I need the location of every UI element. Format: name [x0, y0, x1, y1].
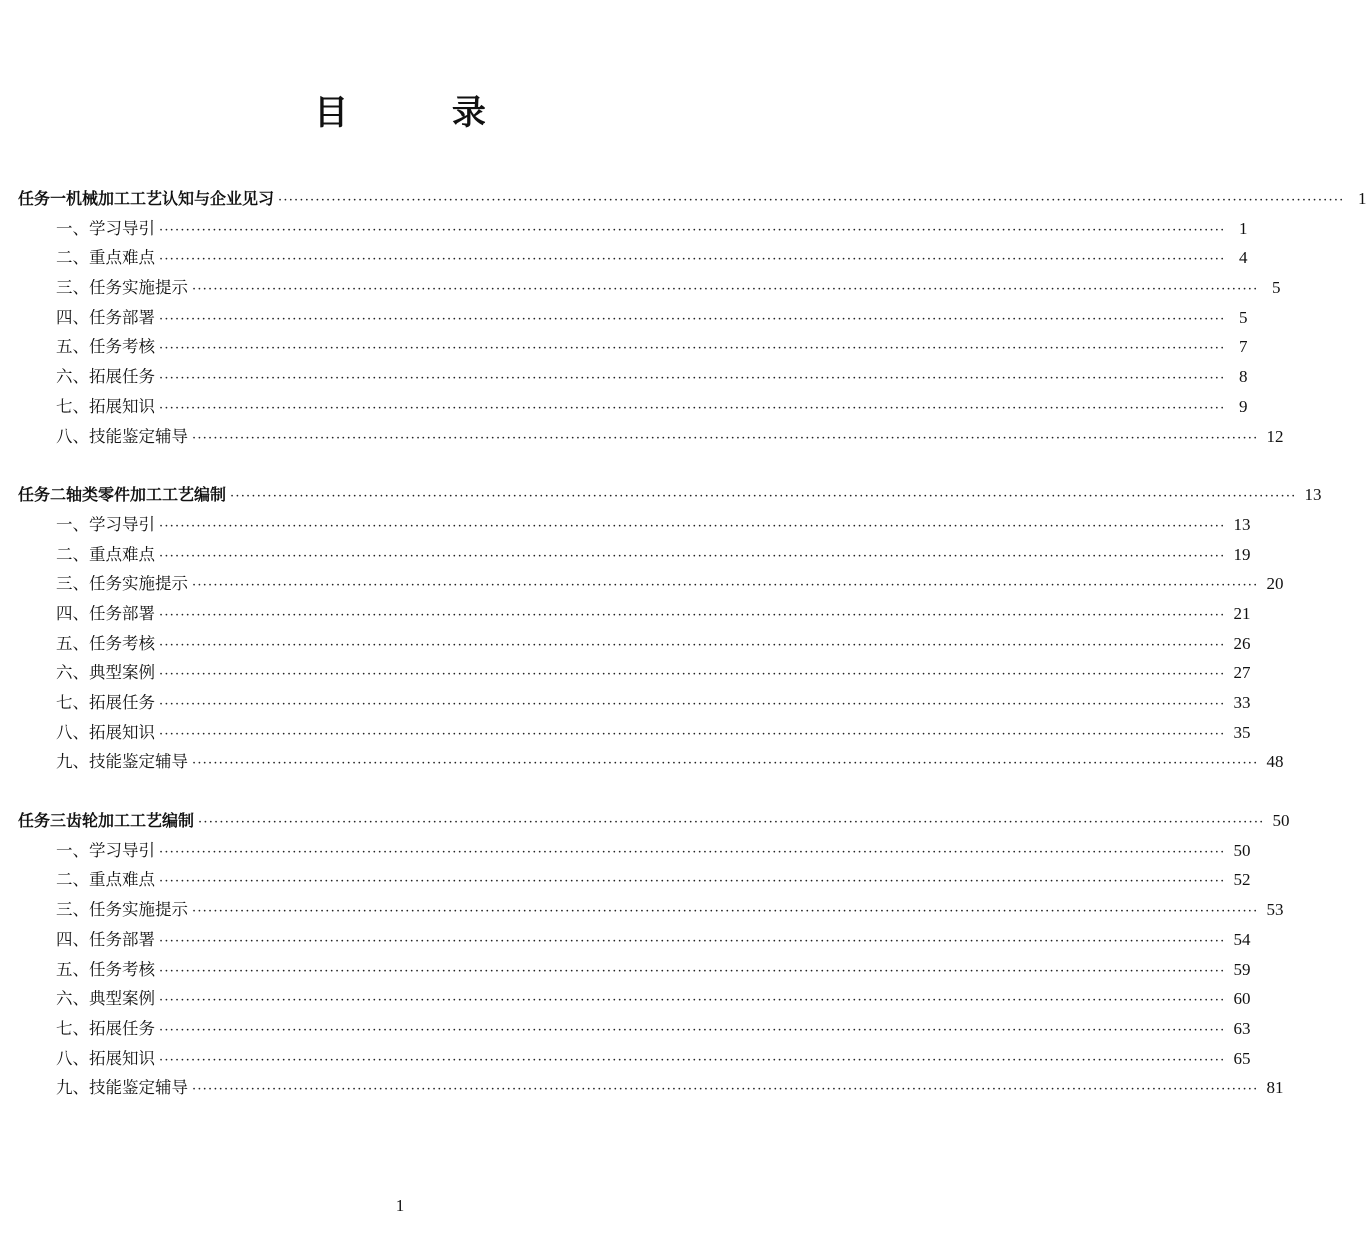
toc-item[interactable]	[18, 629, 1251, 659]
toc-item[interactable]	[18, 599, 1251, 629]
toc-task-entry[interactable]	[18, 184, 1367, 214]
toc-item-page-number: 13	[1233, 514, 1251, 534]
toc-task-entry[interactable]	[18, 480, 1322, 510]
toc-title: 目 录	[314, 93, 532, 133]
toc-item-page-number: 59	[1233, 959, 1251, 979]
dot-leader: ········································································································································································································	[159, 222, 1226, 238]
dot-leader: ········································································································································································································	[159, 697, 1226, 712]
toc-item-page-number: 7	[1238, 337, 1248, 357]
toc-item-text: 五、任务考核	[56, 337, 155, 357]
toc-section	[18, 480, 1322, 777]
dot-leader: ········································································································································································································	[159, 637, 1226, 653]
toc-item-page-number: 35	[1233, 722, 1251, 742]
toc-item-page-number: 8	[1238, 367, 1248, 387]
table-of-contents	[18, 184, 1367, 1132]
dot-leader: ········································································································································································································	[159, 667, 1226, 683]
toc-item[interactable]	[18, 422, 1284, 452]
toc-item-page-number: 12	[1266, 426, 1284, 446]
toc-item[interactable]	[18, 362, 1248, 392]
dot-leader: ········································································································································································································	[159, 726, 1226, 742]
toc-item-text: 三、任务实施提示	[56, 900, 188, 920]
dot-leader: ········································································································································································································	[159, 607, 1226, 623]
dot-leader: ········································································································································································································	[159, 400, 1226, 416]
toc-item-page-number: 63	[1233, 1018, 1251, 1038]
toc-section	[18, 184, 1367, 451]
toc-item[interactable]	[18, 510, 1251, 540]
toc-item-text: 六、典型案例	[56, 989, 155, 1009]
toc-item[interactable]	[18, 955, 1251, 985]
toc-item-text: 八、拓展知识	[56, 1048, 155, 1068]
toc-item-text: 六、拓展任务	[56, 367, 155, 387]
dot-leader: ········································································································································································································	[159, 341, 1226, 357]
task-page-number: 50	[1272, 811, 1290, 831]
toc-item-text: 二、重点难点	[56, 544, 155, 564]
dot-leader: ········································································································································································································	[159, 844, 1226, 860]
toc-item-page-number: 21	[1233, 603, 1251, 623]
page-number: 1	[395, 1196, 405, 1215]
task-title: 齿轮加工工艺编制	[66, 811, 195, 831]
toc-item-text: 三、任务实施提示	[56, 574, 188, 594]
task-label: 任务二	[18, 485, 67, 505]
toc-item-page-number: 5	[1271, 278, 1281, 298]
toc-item-text: 七、拓展任务	[56, 693, 155, 712]
dot-leader: ········································································································································································································	[159, 933, 1226, 949]
toc-item-page-number: 20	[1266, 574, 1284, 594]
toc-item-text: 七、拓展任务	[56, 1018, 155, 1038]
toc-item-page-number: 19	[1233, 544, 1251, 564]
toc-item-text: 五、任务考核	[56, 959, 155, 979]
dot-leader: ········································································································································································································	[159, 963, 1226, 979]
dot-leader: ········································································································································································································	[198, 815, 1265, 831]
toc-item-text: 五、任务考核	[56, 633, 155, 653]
toc-item-page-number: 5	[1238, 307, 1248, 327]
toc-item-page-number: 26	[1233, 633, 1251, 653]
toc-item[interactable]	[18, 1044, 1251, 1074]
toc-item-text: 一、学习导引	[56, 840, 155, 860]
toc-item-text: 一、学习导引	[56, 514, 155, 534]
toc-item[interactable]	[18, 658, 1251, 688]
toc-item[interactable]	[18, 925, 1251, 955]
toc-item-text: 一、学习导引	[56, 218, 155, 238]
task-page-number: 13	[1304, 485, 1322, 505]
toc-item-page-number: 48	[1266, 752, 1284, 772]
toc-item[interactable]	[18, 836, 1251, 866]
toc-item-page-number: 52	[1233, 870, 1251, 890]
toc-item-page-number: 54	[1233, 929, 1251, 949]
dot-leader: ········································································································································································································	[159, 252, 1226, 268]
dot-leader: ········································································································································································································	[159, 1022, 1226, 1038]
toc-item[interactable]	[18, 1014, 1251, 1044]
toc-item[interactable]	[18, 540, 1251, 570]
dot-leader: ········································································································································································································	[192, 1082, 1259, 1098]
toc-item-page-number: 81	[1266, 1078, 1284, 1098]
toc-item[interactable]	[18, 895, 1284, 925]
dot-leader: ········································································································································································································	[192, 578, 1259, 594]
task-page-number: 1	[1358, 189, 1367, 208]
dot-leader: ········································································································································································································	[159, 993, 1226, 1009]
task-title: 轴类零件加工工艺编制	[66, 485, 227, 505]
task-label: 任务三	[18, 811, 67, 831]
toc-item[interactable]	[18, 214, 1248, 244]
toc-item-page-number: 50	[1233, 840, 1251, 860]
toc-item[interactable]	[18, 332, 1248, 362]
toc-item-text: 九、技能鉴定辅导	[56, 1078, 188, 1098]
dot-leader: ········································································································································································································	[192, 756, 1259, 772]
toc-item-text: 六、典型案例	[56, 663, 155, 683]
toc-item-page-number: 1	[1238, 218, 1248, 238]
toc-item[interactable]	[18, 1073, 1284, 1103]
toc-task-entry[interactable]	[18, 806, 1290, 836]
toc-item-text: 二、重点难点	[56, 870, 155, 890]
dot-leader: ········································································································································································································	[159, 371, 1226, 387]
dot-leader: ········································································································································································································	[159, 311, 1226, 327]
dot-leader: ········································································································································································································	[159, 874, 1226, 890]
toc-item-text: 九、技能鉴定辅导	[56, 752, 188, 772]
toc-item[interactable]	[18, 569, 1284, 599]
dot-leader: ········································································································································································································	[192, 904, 1259, 920]
toc-item-page-number: 4	[1238, 248, 1248, 268]
toc-item[interactable]	[18, 718, 1251, 748]
toc-item[interactable]	[18, 688, 1251, 718]
task-title: 机械加工工艺认知与企业见习	[66, 189, 275, 208]
toc-item-page-number: 60	[1233, 989, 1251, 1009]
toc-item[interactable]	[18, 865, 1251, 895]
dot-leader: ········································································································································································································	[278, 193, 1345, 208]
toc-item[interactable]	[18, 303, 1248, 333]
dot-leader: ········································································································································································································	[159, 518, 1226, 534]
toc-item[interactable]	[18, 747, 1284, 777]
task-label: 任务一	[18, 189, 67, 208]
toc-item-text: 八、技能鉴定辅导	[56, 426, 188, 446]
toc-item[interactable]	[18, 273, 1281, 303]
toc-item[interactable]	[18, 392, 1248, 422]
toc-section	[18, 806, 1290, 1103]
dot-leader: ········································································································································································································	[192, 282, 1259, 298]
toc-item-text: 四、任务部署	[56, 603, 155, 623]
toc-item[interactable]	[18, 984, 1251, 1014]
toc-item-text: 七、拓展知识	[56, 396, 155, 416]
toc-item-text: 八、拓展知识	[56, 722, 155, 742]
toc-item-page-number: 27	[1233, 663, 1251, 683]
toc-item-text: 二、重点难点	[56, 248, 155, 268]
toc-item-page-number: 53	[1266, 900, 1284, 920]
dot-leader: ········································································································································································································	[159, 548, 1226, 564]
toc-item-text: 四、任务部署	[56, 307, 155, 327]
toc-item-text: 四、任务部署	[56, 929, 155, 949]
dot-leader: ········································································································································································································	[230, 489, 1297, 505]
toc-item-text: 三、任务实施提示	[56, 278, 188, 298]
toc-item-page-number: 65	[1233, 1048, 1251, 1068]
dot-leader: ········································································································································································································	[192, 430, 1259, 446]
toc-item-page-number: 9	[1238, 396, 1248, 416]
toc-item-page-number: 33	[1233, 693, 1251, 712]
dot-leader: ········································································································································································································	[159, 1052, 1226, 1068]
toc-item[interactable]	[18, 243, 1248, 273]
